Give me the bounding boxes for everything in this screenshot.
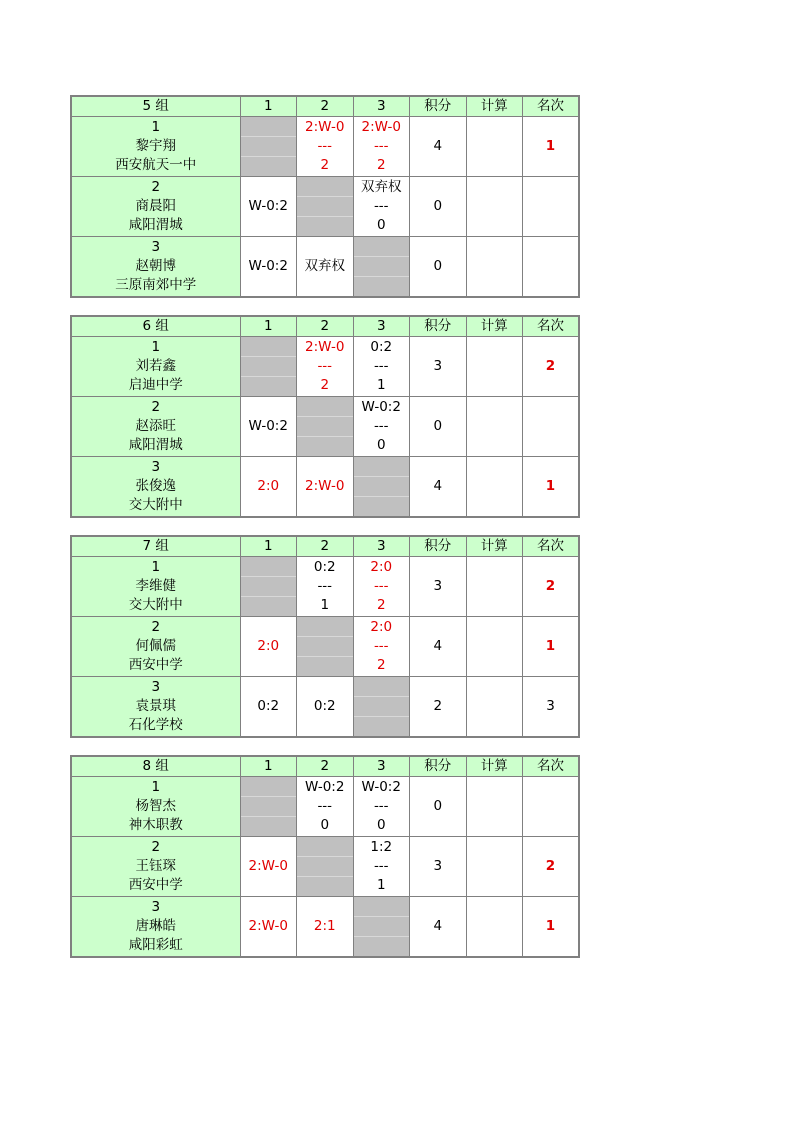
result-line: 0 [376,217,386,233]
column-header: 1 [240,756,297,777]
score-cell: 0 [410,397,467,457]
player-number: 2 [151,399,161,415]
match-result-cell [353,177,410,237]
column-header: 1 [240,536,297,557]
result-line: --- [317,138,333,154]
column-header: 名次 [523,316,580,337]
column-header: 1 [240,316,297,337]
result-line: --- [373,858,389,874]
column-header: 名次 [523,96,580,117]
player-name: 黎宇翔 [135,138,176,154]
result-line: 2:W-0 [305,339,345,355]
match-result-cell [297,777,354,837]
player-cell [71,557,240,617]
result-line: 1 [320,597,330,613]
player-row [71,237,579,298]
player-number: 3 [151,459,161,475]
calc-cell [466,177,523,237]
player-school: 石化学校 [128,717,183,733]
score-cell: 0 [410,177,467,237]
player-row [71,177,579,237]
standings-table [70,755,580,958]
match-result-cell [353,397,410,457]
column-header: 计算 [466,316,523,337]
player-name: 王钰琛 [135,858,176,874]
player-number: 1 [151,559,161,575]
score-cell: 4 [410,897,467,958]
rank-cell: 2 [523,557,580,617]
result-line: W-0:2 [361,399,401,415]
result-line: W-0:2 [361,779,401,795]
player-number: 3 [151,679,161,695]
calc-cell [466,337,523,397]
score-cell: 3 [410,837,467,897]
column-header: 2 [297,536,354,557]
header-row [71,756,579,777]
player-school: 交大附中 [128,597,183,613]
standings-table [70,535,580,738]
match-result-cell: 0:2 [297,677,354,738]
calc-cell [466,777,523,837]
player-cell [71,457,240,518]
rank-cell: 1 [523,457,580,518]
result-line: --- [317,358,333,374]
match-result-cell: 2:W-0 [240,837,297,897]
player-cell [71,177,240,237]
group-title: 5 组 [71,96,240,117]
match-result-cell: W-0:2 [240,397,297,457]
match-result-cell [353,557,410,617]
match-result-cell: 2:0 [240,617,297,677]
rank-cell [523,397,580,457]
player-cell [71,117,240,177]
player-school: 西安中学 [128,657,183,673]
player-row [71,457,579,518]
result-line: --- [317,578,333,594]
match-result-cell: 2:0 [240,457,297,518]
result-line: W-0:2 [305,779,345,795]
score-cell: 3 [410,557,467,617]
column-header: 名次 [523,536,580,557]
rank-cell [523,777,580,837]
player-school: 咸阳渭城 [128,217,183,233]
match-result-cell: 2:W-0 [297,457,354,518]
rank-cell: 1 [523,117,580,177]
group-title: 6 组 [71,316,240,337]
result-line: 2:0 [370,619,393,635]
player-name: 袁景琪 [135,698,176,714]
rank-cell: 2 [523,337,580,397]
result-line: --- [317,798,333,814]
rank-cell [523,237,580,298]
self-match-cell [240,777,297,837]
match-result-cell [353,617,410,677]
result-line: --- [373,798,389,814]
calc-cell [466,677,523,738]
result-line: 2:0 [370,559,393,575]
result-line: --- [373,638,389,654]
self-match-cell [240,337,297,397]
result-line: --- [373,198,389,214]
result-line: 1:2 [370,839,393,855]
result-line: 2 [376,157,386,173]
self-match-cell [297,397,354,457]
player-row [71,557,579,617]
column-header: 积分 [410,536,467,557]
column-header: 计算 [466,96,523,117]
player-name: 商晨阳 [135,198,176,214]
result-line: 2:W-0 [305,119,345,135]
player-name: 刘若鑫 [135,358,176,374]
match-result-cell: W-0:2 [240,237,297,298]
player-row [71,777,579,837]
column-header: 3 [353,96,410,117]
match-result-cell [353,777,410,837]
player-cell [71,617,240,677]
column-header: 名次 [523,756,580,777]
player-school: 西安中学 [128,877,183,893]
player-school: 咸阳渭城 [128,437,183,453]
score-cell: 2 [410,677,467,738]
result-line: 0 [376,437,386,453]
player-name: 唐琳皓 [135,918,176,934]
match-result-cell [297,117,354,177]
score-cell: 3 [410,337,467,397]
self-match-cell [353,237,410,298]
result-line: --- [373,418,389,434]
score-cell: 0 [410,237,467,298]
result-line: 2:W-0 [361,119,401,135]
header-row [71,536,579,557]
player-number: 1 [151,119,161,135]
player-number: 1 [151,339,161,355]
calc-cell [466,117,523,177]
header-row [71,316,579,337]
column-header: 3 [353,316,410,337]
column-header: 计算 [466,536,523,557]
result-line: 2 [320,157,330,173]
match-result-cell [353,117,410,177]
self-match-cell [353,897,410,958]
calc-cell [466,457,523,518]
player-row [71,837,579,897]
player-row [71,617,579,677]
match-result-cell: 双弃权 [297,237,354,298]
player-name: 赵朝博 [135,258,176,274]
rank-cell: 2 [523,837,580,897]
group-title: 8 组 [71,756,240,777]
match-result-cell: 2:W-0 [240,897,297,958]
calc-cell [466,237,523,298]
player-school: 三原南郊中学 [115,277,197,293]
column-header: 3 [353,756,410,777]
result-line: 1 [376,877,386,893]
player-name: 张俊逸 [135,478,176,494]
group-table-6 [70,315,578,518]
match-result-cell: 2:1 [297,897,354,958]
result-line: 0:2 [313,559,336,575]
column-header: 1 [240,96,297,117]
player-name: 何佩儒 [135,638,176,654]
column-header: 2 [297,316,354,337]
player-school: 西安航天一中 [115,157,197,173]
player-cell [71,677,240,738]
player-row [71,337,579,397]
rank-cell: 3 [523,677,580,738]
player-row [71,397,579,457]
result-line: --- [373,138,389,154]
player-school: 咸阳彩虹 [128,937,183,953]
player-number: 3 [151,899,161,915]
self-match-cell [240,557,297,617]
player-cell [71,397,240,457]
calc-cell [466,557,523,617]
result-line: 2 [376,597,386,613]
group-title: 7 组 [71,536,240,557]
self-match-cell [297,617,354,677]
player-number: 2 [151,179,161,195]
standings-table [70,315,580,518]
match-result-cell: W-0:2 [240,177,297,237]
self-match-cell [240,117,297,177]
column-header: 积分 [410,96,467,117]
group-table-8 [70,755,578,958]
result-line: 0 [320,817,330,833]
result-line: 0:2 [370,339,393,355]
score-cell: 4 [410,457,467,518]
column-header: 3 [353,536,410,557]
calc-cell [466,897,523,958]
player-school: 启迪中学 [128,377,183,393]
player-number: 3 [151,239,161,255]
result-line: 1 [376,377,386,393]
column-header: 积分 [410,756,467,777]
player-number: 2 [151,619,161,635]
self-match-cell [297,837,354,897]
player-cell [71,837,240,897]
player-school: 神木职教 [128,817,183,833]
column-header: 2 [297,756,354,777]
match-result-cell: 0:2 [240,677,297,738]
player-cell [71,777,240,837]
result-line: --- [373,358,389,374]
group-table-7 [70,535,578,738]
column-header: 计算 [466,756,523,777]
player-name: 李维健 [135,578,176,594]
player-number: 2 [151,839,161,855]
column-header: 积分 [410,316,467,337]
rank-cell: 1 [523,617,580,677]
result-line: --- [373,578,389,594]
calc-cell [466,837,523,897]
calc-cell [466,617,523,677]
match-result-cell [297,337,354,397]
player-name: 赵添旺 [135,418,176,434]
score-cell: 4 [410,117,467,177]
score-cell: 4 [410,617,467,677]
standings-table [70,95,580,298]
rank-cell: 1 [523,897,580,958]
self-match-cell [297,177,354,237]
score-cell: 0 [410,777,467,837]
player-cell [71,897,240,958]
self-match-cell [353,457,410,518]
player-cell [71,337,240,397]
header-row [71,96,579,117]
player-cell [71,237,240,298]
player-row [71,677,579,738]
player-school: 交大附中 [128,497,183,513]
result-line: 2 [320,377,330,393]
player-row [71,897,579,958]
match-result-cell [353,837,410,897]
rank-cell [523,177,580,237]
result-line: 双弃权 [361,179,402,195]
self-match-cell [353,677,410,738]
group-table-5 [70,95,578,298]
player-name: 杨智杰 [135,798,176,814]
match-result-cell [353,337,410,397]
match-result-cell [297,557,354,617]
result-line: 0 [376,817,386,833]
player-row [71,117,579,177]
player-number: 1 [151,779,161,795]
column-header: 2 [297,96,354,117]
calc-cell [466,397,523,457]
result-line: 2 [376,657,386,673]
